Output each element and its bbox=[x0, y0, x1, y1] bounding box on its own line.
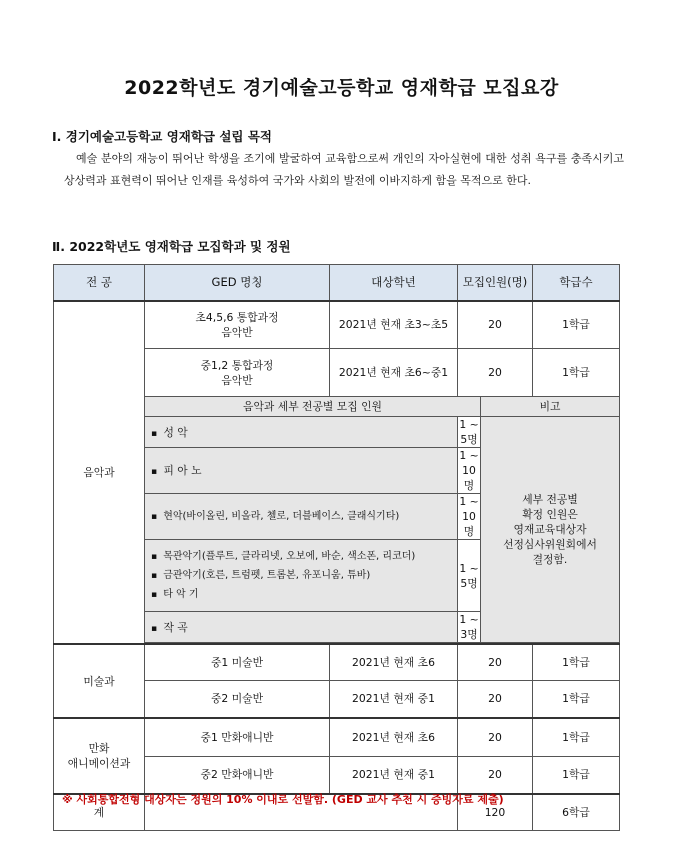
target-grade-cell: 2021년 현재 중1 bbox=[330, 756, 458, 794]
sub-major-label: ▪ 현악(바이올린, 비올라, 첼로, 더블베이스, 클래식기타) bbox=[145, 494, 458, 540]
sub-major-count: 1 ~ 5명 bbox=[459, 418, 479, 446]
recruit-count-cell: 20 bbox=[458, 301, 533, 349]
ged-name-cell: 중2 만화애니반 bbox=[145, 756, 330, 794]
recruit-count-cell: 20 bbox=[458, 680, 533, 718]
target-grade-cell: 2021년 현재 초6~중1 bbox=[330, 349, 458, 397]
sub-major-count: 1 ~ 10명 bbox=[459, 495, 479, 538]
class-count-cell: 1학급 bbox=[533, 680, 620, 718]
class-count-cell: 1학급 bbox=[533, 756, 620, 794]
bullet-icon: ▪ bbox=[151, 552, 158, 562]
class-count-cell: 1학급 bbox=[533, 349, 620, 397]
ged-name-cell: 중1,2 통합과정 음악반 bbox=[145, 349, 330, 397]
bullet-icon: ▪ bbox=[151, 512, 158, 522]
dept-music: 음악과 bbox=[54, 301, 145, 645]
ged-name-cell: 중1 미술반 bbox=[145, 644, 330, 680]
sub-major-label: ▪ 작 곡 bbox=[145, 612, 458, 643]
page-title: 2022학년도 경기예술고등학교 영재학급 모집요강 bbox=[124, 77, 559, 99]
target-grade-cell: 2021년 현재 초6 bbox=[330, 718, 458, 756]
bullet-icon: ▪ bbox=[151, 623, 158, 634]
dept-cartoon-animation: 만화 애니메이션과 bbox=[54, 718, 145, 794]
recruit-count-cell: 20 bbox=[458, 718, 533, 756]
footnote: ※ 사회통합전형 대상자는 정원의 10% 이내로 선발함. (GED 교사 추천 시 증빙자료 제출) bbox=[62, 793, 504, 806]
header-ged-name: GED 명칭 bbox=[145, 265, 330, 301]
sub-major-label: ▪ 성 악 bbox=[145, 417, 458, 448]
total-classes: 6학급 bbox=[533, 794, 620, 830]
recruit-count-cell: 20 bbox=[458, 756, 533, 794]
bullet-icon: ▪ bbox=[151, 571, 158, 581]
section2-heading: Ⅱ. 2022학년도 영재학급 모집학과 및 정원 bbox=[52, 239, 291, 254]
table-row bbox=[54, 301, 620, 349]
target-grade-cell: 2021년 현재 중1 bbox=[330, 680, 458, 718]
music-subdetail-header: 음악과 세부 전공별 모집 인원 bbox=[145, 397, 481, 417]
sub-major-count: 1 ~ 3명 bbox=[459, 613, 479, 641]
table-header-row bbox=[54, 265, 620, 301]
remark-header: 비고 bbox=[481, 397, 620, 417]
recruit-count-cell: 20 bbox=[458, 349, 533, 397]
ged-name-cell: 중1 만화애니반 bbox=[145, 718, 330, 756]
class-count-cell: 1학급 bbox=[533, 644, 620, 680]
section1-paragraph-text: 예술 분야의 재능이 뛰어난 학생을 조기에 발굴하여 교육함으로써 개인의 자아실현에 대한 성취 욕구를 충족시키고 상상력과 표현력이 뛰어난 인재를 육성하여 국가와 사회의 발전에 이바지하게 함을 목적으로 한다. bbox=[64, 152, 624, 187]
target-grade-cell: 2021년 현재 초3~초5 bbox=[330, 301, 458, 349]
sub-major-count: 1 ~ 5명 bbox=[458, 540, 481, 612]
recruitment-table bbox=[53, 264, 620, 831]
dept-art: 미술과 bbox=[54, 644, 145, 718]
header-major: 전 공 bbox=[54, 265, 145, 301]
bullet-icon: ▪ bbox=[151, 590, 158, 600]
header-recruit-count: 모집인원(명) bbox=[458, 265, 533, 301]
bullet-icon: ▪ bbox=[151, 428, 158, 439]
sub-major-count: 1 ~ 10명 bbox=[459, 449, 479, 492]
total-count: 120 bbox=[458, 794, 533, 830]
recruit-count-cell: 20 bbox=[458, 644, 533, 680]
header-class-count: 학급수 bbox=[533, 265, 620, 301]
section1-paragraph bbox=[64, 148, 624, 192]
target-grade-cell: 2021년 현재 초6 bbox=[330, 644, 458, 680]
ged-name-cell: 초4,5,6 통합과정 음악반 bbox=[145, 301, 330, 349]
section1-heading: Ⅰ. 경기예술고등학교 영재학급 설립 목적 bbox=[52, 129, 273, 144]
table-row bbox=[54, 718, 620, 756]
class-count-cell: 1학급 bbox=[533, 301, 620, 349]
bullet-icon: ▪ bbox=[151, 467, 158, 477]
header-target-grade: 대상학년 bbox=[330, 265, 458, 301]
class-count-cell: 1학급 bbox=[533, 718, 620, 756]
total-label: 계 bbox=[54, 794, 145, 830]
table-row bbox=[54, 644, 620, 680]
sub-major-group-label: ▪ 목관악기(플루트, 클라리넷, 오보에, 바순, 색소폰, 리코더) ▪ 금관악기(호른, 트럼펫, 트롬본, 유포니움, 튜바) ▪ 타 악 기 bbox=[145, 540, 458, 612]
ged-name-cell: 중2 미술반 bbox=[145, 680, 330, 718]
sub-major-label: ▪ 피 아 노 bbox=[145, 448, 458, 494]
remark-cell: 세부 전공별 확정 인원은 영재교육대상자 선정심사위원회에서 결정함. bbox=[481, 417, 620, 643]
